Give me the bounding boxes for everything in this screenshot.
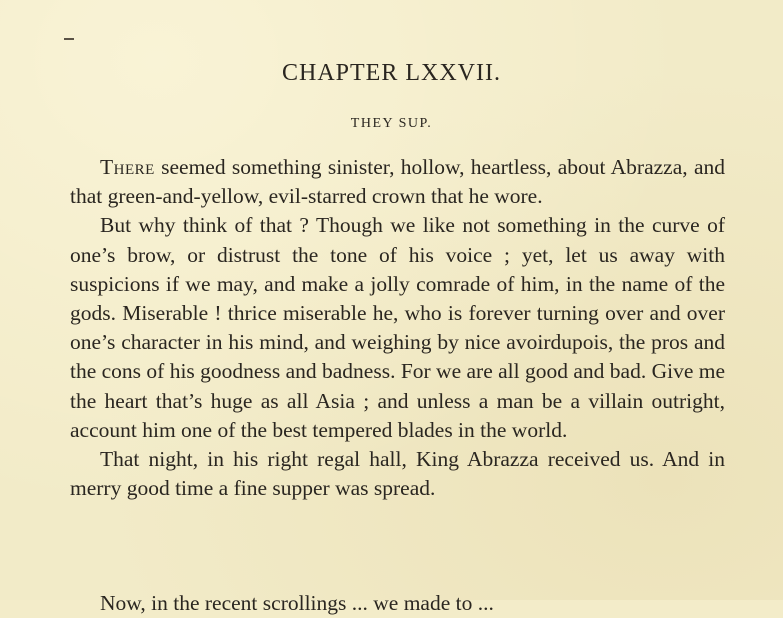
chapter-title: CHAPTER LXXVII. xyxy=(282,60,501,86)
paragraph-text: But why think of that ? Though we like not something in the curve of one’s brow, or distrust the tone of his voice ; yet, let us away with suspicions if we may, and make a jolly comrade of him, in the name of the gods. Miserable ! thrice miserable he, who is forever turning over and over one’s character in his mind, and weighing by nice avoirdupois, the pros and the cons of his goodness and badness. For we are all good and bad. Give me the heart that’s huge as all Asia ; and unless a man be a villain outright, account him one of the best tempered blades in the world. xyxy=(70,213,726,442)
paragraph-1 xyxy=(70,153,725,211)
ink-mark xyxy=(64,38,74,40)
cutoff-text-line: Now, in the recent scrollings ... we made to ... xyxy=(100,591,494,615)
chapter-body xyxy=(70,153,725,503)
paragraph-lead-word: There xyxy=(100,155,155,179)
paragraph-text: seemed something sinister, hollow, heartless, about Abrazza, and that green-and-yellow, evil-starred crown that he wore. xyxy=(70,155,725,209)
paragraph-text: That night, in his right regal hall, King Abrazza received us. And in merry good time a fine supper was spread. xyxy=(70,447,725,501)
paragraph-2 xyxy=(70,211,725,445)
chapter-subtitle: THEY SUP. xyxy=(350,116,433,131)
paragraph-3 xyxy=(70,445,725,503)
